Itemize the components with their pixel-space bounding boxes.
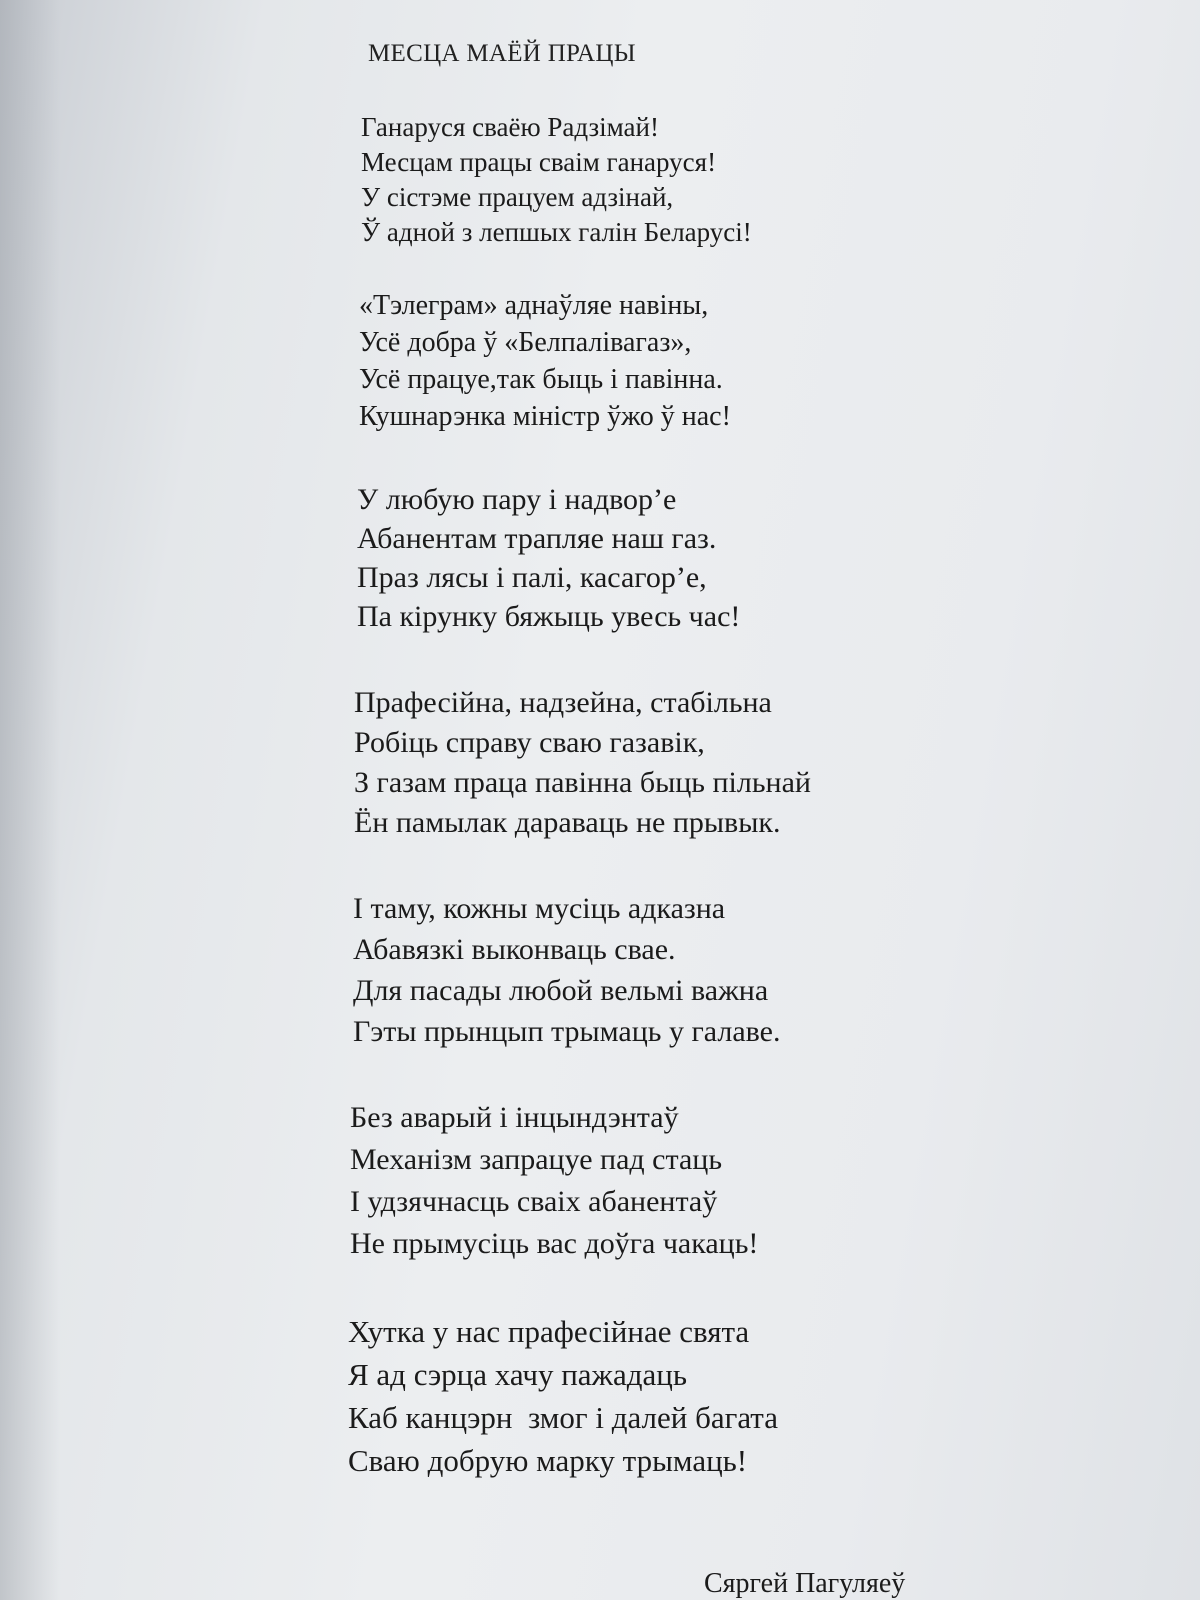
poem-line: Механізм запрацуе пад стаць bbox=[350, 1143, 723, 1176]
poem-line: Прафесійна, надзейна, стабільна bbox=[354, 686, 772, 719]
stanza-4 bbox=[354, 683, 811, 843]
poem-line: Абавязкі выконваць свае. bbox=[353, 933, 676, 966]
stanza-7 bbox=[348, 1310, 778, 1482]
poem-line: Хутка у нас прафесійнае свята bbox=[348, 1314, 750, 1349]
poem-line: Ён памылак дараваць не прывык. bbox=[354, 806, 781, 839]
poem-line: З газам праца павінна быць пільнай bbox=[354, 766, 811, 799]
poem-line: І удзячнасць сваіх абанентаў bbox=[350, 1185, 718, 1218]
poem-line: Абанентам трапляе наш газ. bbox=[357, 522, 717, 555]
poem-line: Ў адной з лепшых галін Беларусі! bbox=[361, 217, 752, 247]
poem-line: Робіць справу сваю газавік, bbox=[354, 726, 705, 759]
poem-line: «Тэлеграм» аднаўляе навіны, bbox=[359, 290, 709, 321]
poem-line: Сваю добрую марку трымаць! bbox=[348, 1443, 748, 1478]
stanza-2 bbox=[359, 287, 731, 435]
poem-line: Месцам працы сваім ганаруся! bbox=[361, 147, 717, 177]
stanza-3 bbox=[357, 480, 740, 636]
author-signature: Сяргей Пагуляеў bbox=[704, 1568, 906, 1599]
poem-line: У сістэме працуем адзінай, bbox=[361, 182, 674, 212]
poem-line: Усё працуе,так быць і павінна. bbox=[359, 364, 723, 395]
stanza-1 bbox=[361, 110, 752, 250]
poem-line: Кушнарэнка міністр ўжо ў нас! bbox=[359, 401, 731, 432]
poem-line: Для пасады любой вельмі важна bbox=[353, 974, 769, 1007]
poem-line: Не прымусіць вас доўга чакаць! bbox=[350, 1227, 759, 1260]
poem-line: Я ад сэрца хачу пажадаць bbox=[348, 1357, 687, 1392]
poem-line: Ганаруся сваёю Радзімай! bbox=[361, 112, 659, 142]
poem-line: Без аварый і інцындэнтаў bbox=[350, 1101, 679, 1134]
poem-line: Па кірунку бяжыць увесь час! bbox=[357, 600, 741, 633]
poem-line: У любую пару і надвор’е bbox=[357, 483, 677, 516]
poem-line: Праз лясы і палі, касагор’е, bbox=[357, 561, 707, 594]
poem-title: МЕСЦА МАЁЙ ПРАЦЫ bbox=[368, 40, 636, 67]
poem-line: І таму, кожны мусіць адказна bbox=[353, 892, 726, 925]
poem-line: Каб канцэрн змог і далей багата bbox=[348, 1400, 778, 1435]
poem-line: Гэты прынцып трымаць у галаве. bbox=[353, 1015, 781, 1048]
stanza-6 bbox=[350, 1097, 758, 1265]
stanza-5 bbox=[353, 888, 780, 1052]
page-shadow bbox=[0, 0, 60, 1600]
poem-line: Усё добра ў «Белпалівагаз», bbox=[359, 327, 692, 358]
